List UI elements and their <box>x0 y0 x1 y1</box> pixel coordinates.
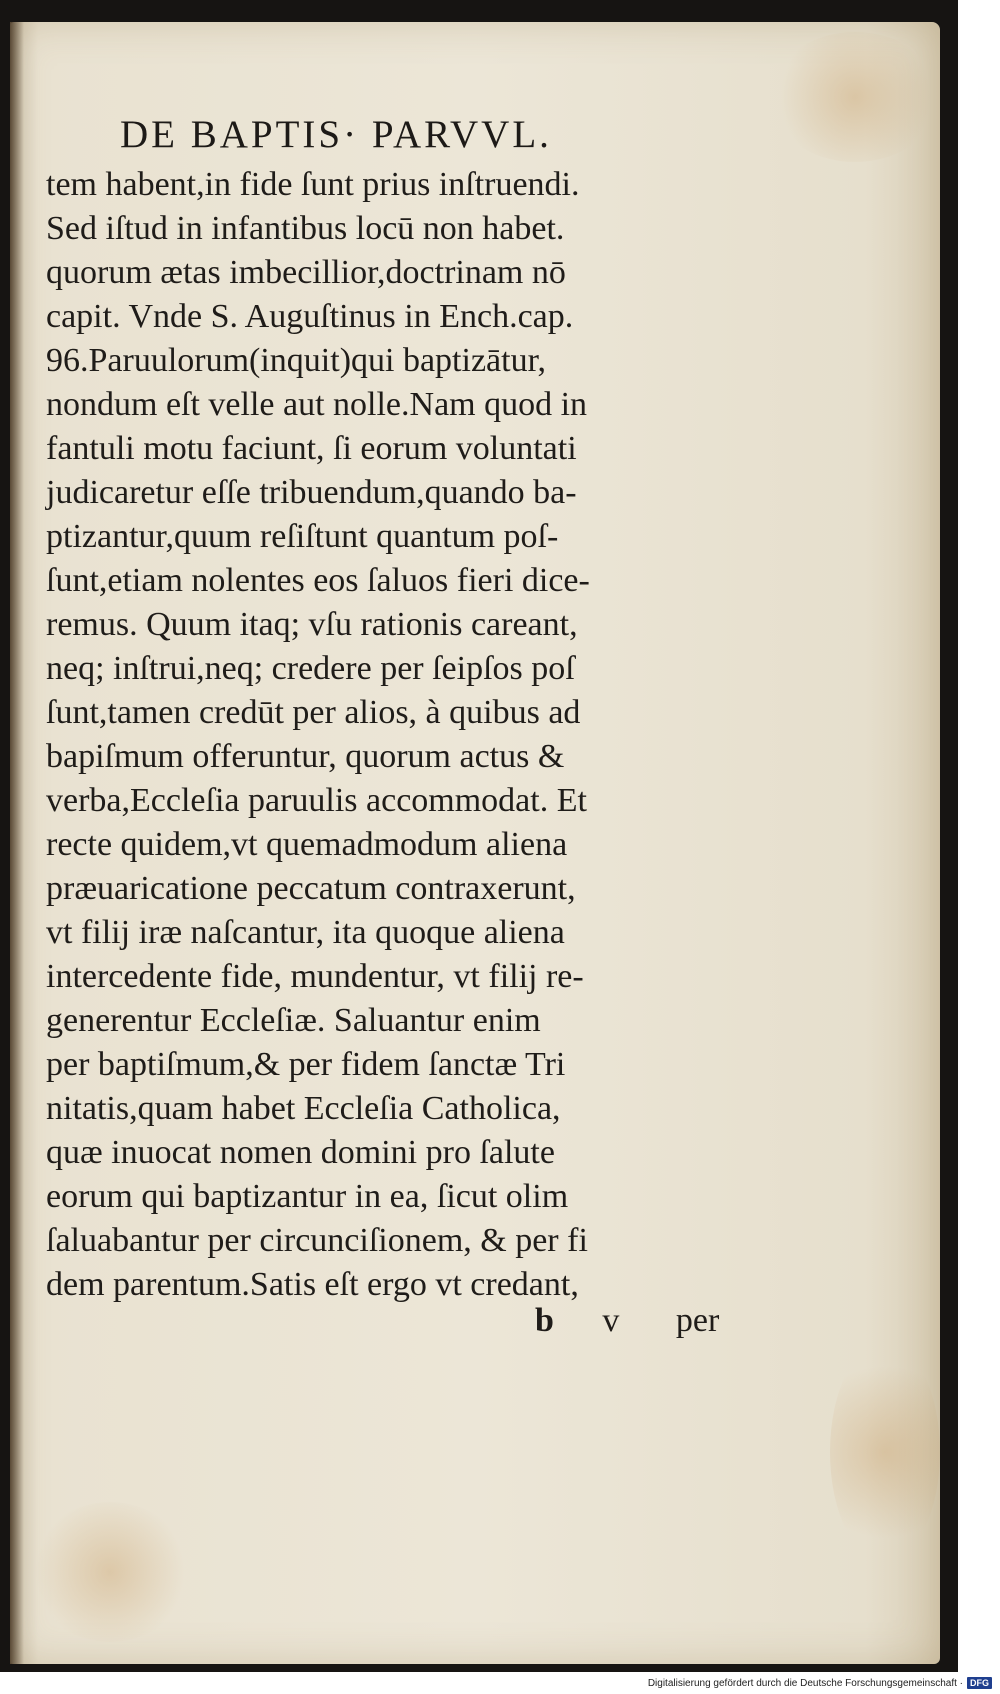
signature-line <box>535 1302 719 1340</box>
text-line: remus. Quum itaq; vſu rationis careant, <box>46 606 578 643</box>
text-line: ptizantur,quum reſiſtunt quantum poſ- <box>46 518 559 555</box>
text-line: intercedente fide, mundentur, vt filij re- <box>46 958 584 995</box>
text-line: per baptiſmum,& per fidem ſanctæ Tri <box>46 1046 566 1083</box>
text-line: nitatis,quam habet Eccleſia Catholica, <box>46 1090 561 1127</box>
text-line: ſunt,tamen credūt per alios, à quibus ad <box>46 694 581 731</box>
text-line: neq; inſtrui,neq; credere per ſeipſos poſ <box>46 650 575 687</box>
digitization-footer <box>648 1677 992 1689</box>
page-gutter-shadow <box>10 22 24 1664</box>
signature-number: v <box>602 1302 620 1339</box>
paper-stain <box>770 32 940 162</box>
text-line: capit. Vnde S. Auguſtinus in Ench.cap. <box>46 298 574 335</box>
text-line: verba,Eccleſia paruulis accommodat. Et <box>46 782 587 819</box>
text-line: quorum ætas imbecillior,doctrinam nō <box>46 254 566 291</box>
catchword: per <box>675 1302 720 1339</box>
footer-credit: Digitalisierung gefördert durch die Deutsche Forschungsgemeinschaft · <box>647 1677 963 1689</box>
text-line: nondum eſt velle aut nolle.Nam quod in <box>46 386 588 423</box>
text-line: fantuli motu faciunt, ſi eorum voluntati <box>46 430 577 467</box>
text-line: 96.Paruulorum(inquit)qui baptizātur, <box>46 342 547 379</box>
text-line: eorum qui baptizantur in ea, ſicut olim <box>46 1178 569 1215</box>
text-line: ſunt,etiam nolentes eos ſaluos fieri dice- <box>46 562 590 599</box>
paper-stain <box>30 1502 190 1642</box>
text-line: quæ inuocat nomen domini pro ſalute <box>46 1134 555 1171</box>
text-line: judicaretur eſſe tribuendum,quando ba- <box>46 474 577 511</box>
text-line: recte quidem,vt quemadmodum aliena <box>46 826 568 863</box>
text-line: bapiſmum offeruntur, quorum actus & <box>46 738 565 775</box>
text-line: vt filij iræ naſcantur, ita quoque aliena <box>46 914 565 951</box>
paper-stain <box>830 1342 940 1562</box>
running-head: DE BAPTIS· PARVVL. <box>120 113 552 156</box>
text-line: tem habent,in fide ſunt prius inſtruendi. <box>46 166 580 203</box>
signature-mark: b <box>535 1302 554 1339</box>
text-line: generentur Eccleſiæ. Saluantur enim <box>46 1002 541 1039</box>
text-line: præuaricatione peccatum contraxerunt, <box>46 870 576 907</box>
text-line: dem parentum.Satis eſt ergo vt credant, <box>46 1266 579 1303</box>
text-line: Sed iſtud in infantibus locū non habet. <box>46 210 565 247</box>
dfg-logo: DFG <box>967 1677 992 1689</box>
body-text <box>46 163 736 1307</box>
text-line: ſaluabantur per circunciſionem, & per fi <box>46 1222 588 1259</box>
